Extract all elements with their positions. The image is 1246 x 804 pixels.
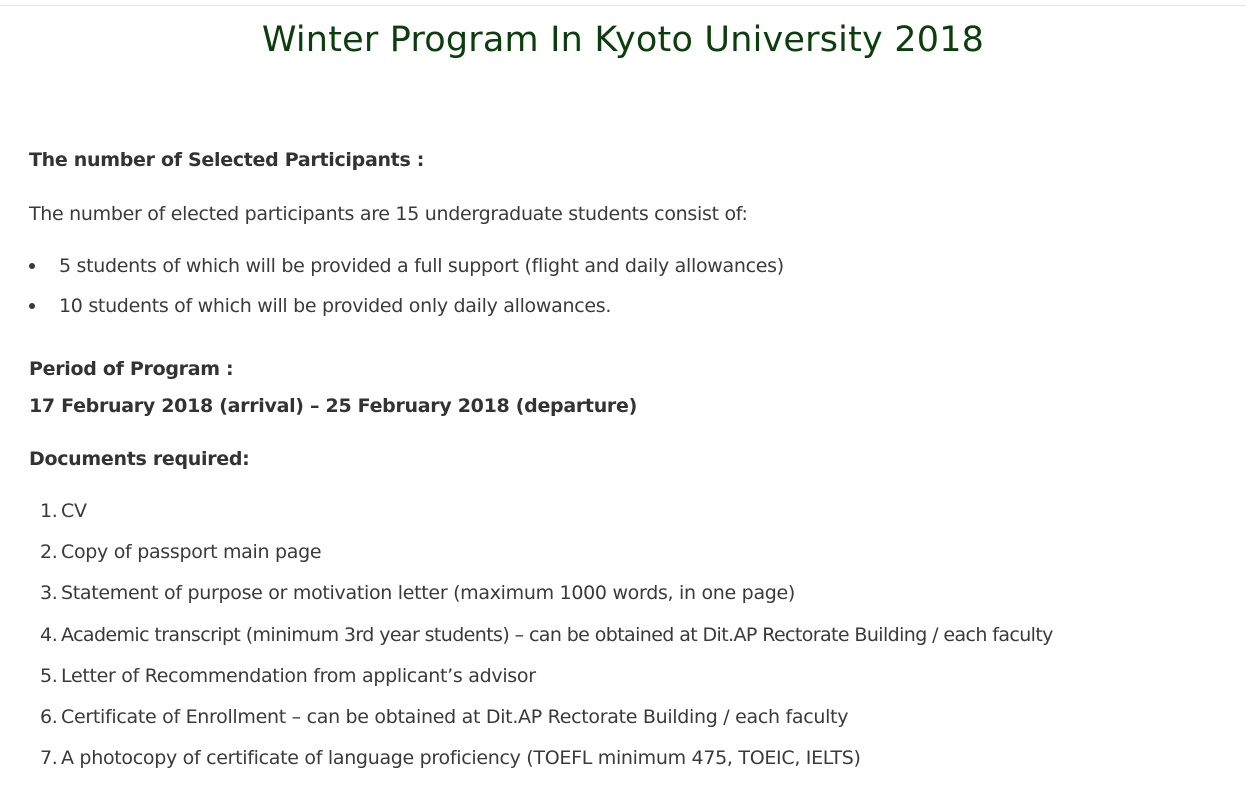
item-number: 1. bbox=[40, 500, 58, 522]
bullet-text: 5 students of which will be provided a full support (flight and daily allowances) bbox=[59, 255, 784, 277]
item-number: 5. bbox=[40, 665, 58, 687]
bullet-icon bbox=[29, 303, 35, 309]
item-text: Academic transcript (minimum 3rd year students) – can be obtained at Dit.AP Rectorate Building / each faculty bbox=[61, 624, 1053, 646]
item-number: 4. bbox=[40, 624, 58, 646]
item-number: 7. bbox=[40, 747, 58, 769]
item-text: Letter of Recommendation from applicant’s advisor bbox=[61, 665, 536, 687]
top-divider bbox=[0, 5, 1246, 6]
participants-heading: The number of Selected Participants : bbox=[29, 149, 425, 171]
page-title: Winter Program In Kyoto University 2018 bbox=[261, 20, 985, 60]
bullet-text: 10 students of which will be provided only daily allowances. bbox=[59, 295, 612, 317]
bullet-icon bbox=[29, 263, 35, 269]
item-text: Copy of passport main page bbox=[61, 541, 322, 563]
item-text: CV bbox=[61, 500, 87, 522]
item-number: 2. bbox=[40, 541, 58, 563]
item-number: 3. bbox=[40, 582, 58, 604]
participants-intro: The number of elected participants are 15 undergraduate students consist of: bbox=[29, 203, 748, 225]
period-heading: Period of Program : bbox=[29, 358, 234, 380]
documents-heading: Documents required: bbox=[29, 448, 250, 470]
period-dates: 17 February 2018 (arrival) – 25 February 2018 (departure) bbox=[29, 395, 637, 417]
item-text: A photocopy of certificate of language proficiency (TOEFL minimum 475, TOEIC, IELTS) bbox=[61, 747, 861, 769]
item-number: 6. bbox=[40, 706, 58, 728]
item-text: Statement of purpose or motivation letter (maximum 1000 words, in one page) bbox=[61, 582, 796, 604]
item-text: Certificate of Enrollment – can be obtained at Dit.AP Rectorate Building / each faculty bbox=[61, 706, 849, 728]
